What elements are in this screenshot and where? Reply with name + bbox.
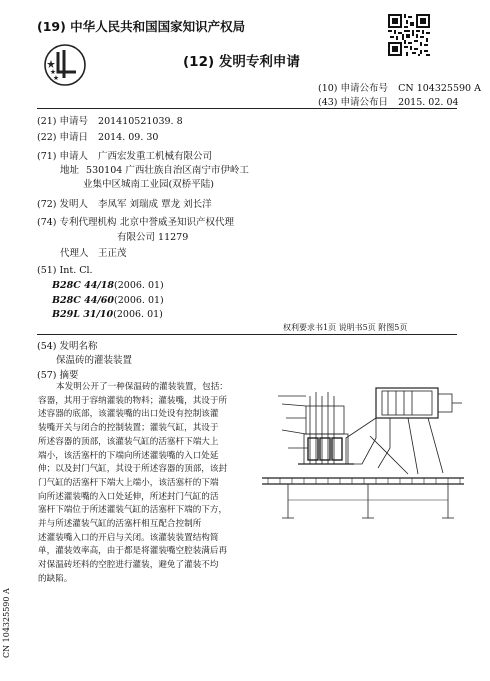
pages-info: 权利要求书1页 说明书5页 附图5页 (283, 323, 408, 332)
applicant-row (37, 148, 212, 162)
abstract-line: 单，灌装效率高，由于都是将灌装嘴空腔装满后再 (38, 546, 228, 557)
inventors-label: (72) 发明人 (37, 199, 89, 210)
abstract-line: 所述容器的顶部，该灌装气缸的活塞杆下端大上 (38, 436, 219, 447)
abstract-text (38, 381, 256, 587)
address-row (60, 162, 249, 176)
abstract-line: 述容器的底部，该灌装嘴的出口处设有控制该灌 (38, 409, 219, 420)
abstract-line: 容器，其用于容纳灌装的物料；灌装嘴，其设于所 (38, 395, 228, 406)
abstract-line: 并与所述灌装气缸的活塞杆相互配合控制所 (38, 519, 202, 530)
inventors: 李凤军 刘瑞成 覃龙 刘长洋 (98, 199, 212, 210)
abstract-drawing (258, 378, 468, 530)
agent-label: 代理人 (60, 248, 89, 259)
cnipa-logo-icon (42, 42, 88, 88)
agent-row (60, 245, 127, 259)
ipc-row (52, 280, 164, 291)
abstract-line: 装嘴开关与闭合的控制装置；灌装气缸，其设于 (38, 423, 219, 434)
publication-date: 2015. 02. 04 (398, 97, 459, 108)
application-number-label: (21) 申请号 (37, 116, 89, 127)
applicant-label: (71) 申请人 (37, 151, 89, 162)
ipc-row (52, 295, 164, 306)
abstract-line: 端小，该活塞杆的下端向所述灌装嘴的入口处延 (38, 450, 219, 461)
abstract-label: (57) 摘要 (37, 370, 79, 381)
invention-title: 保温砖的灌装装置 (56, 355, 133, 366)
applicant-name: 广西宏发重工机械有限公司 (98, 151, 213, 162)
publication-number-label: (10) 申请公布号 (318, 83, 389, 94)
header-divider (37, 108, 457, 109)
application-date-label: (22) 申请日 (37, 132, 89, 143)
publication-date-row (318, 94, 459, 108)
int-cl-label: (51) Int. Cl. (37, 265, 93, 276)
abstract-line: 的缺陷。 (38, 573, 73, 584)
abstract-line: 述灌装嘴入口的开启与关闭。该灌装装置结构简 (38, 532, 219, 543)
publication-date-label: (43) 申请公布日 (318, 97, 389, 108)
agency-label: (74) 专利代理机构 (37, 217, 117, 228)
publication-number-row (318, 80, 481, 94)
side-publication-number: CN 104325590 A (2, 588, 11, 658)
office-name: (19) 中华人民共和国国家知识产权局 (37, 19, 246, 34)
address-line-1: 530104 广西壮族自治区南宁市伊岭工 (86, 165, 249, 176)
abstract-line: 对保温砖坯料的空腔进行灌装，避免了灌装不均 (38, 560, 219, 571)
ipc-version: (2006. 01) (114, 280, 164, 291)
biblio-divider (37, 334, 457, 335)
abstract-line: 塞杆下端位于所述灌装气缸的活塞杆下端的下方， (38, 505, 228, 516)
ipc-row (52, 309, 163, 320)
application-number-row (37, 113, 183, 127)
inventors-row (37, 196, 212, 210)
qr-code-icon (388, 14, 430, 56)
agency-line-1: 北京中誉威圣知识产权代理 (120, 217, 235, 228)
application-date: 2014. 09. 30 (98, 132, 159, 143)
publication-number: CN 104325590 A (398, 83, 481, 94)
address-label: 地址 (60, 165, 80, 176)
ipc-code: B29L 31/10 (52, 309, 114, 320)
abstract-line: 本发明公开了一种保温砖的灌装装置，包括： (56, 382, 228, 392)
application-date-row (37, 129, 158, 143)
ipc-version: (2006. 01) (114, 295, 164, 306)
invention-title-label: (54) 发明名称 (37, 341, 98, 352)
application-number: 201410521039. 8 (98, 116, 183, 127)
agency-row (37, 214, 234, 228)
ipc-version: (2006. 01) (113, 309, 163, 320)
ipc-code: B28C 44/18 (52, 280, 115, 291)
agency-line-2: 有限公司 11279 (117, 232, 189, 243)
document-type: (12) 发明专利申请 (183, 54, 300, 70)
abstract-line: 伸；以及封门气缸，其设于所述容器的顶部，该封 (38, 464, 228, 475)
agent-name: 王正茂 (98, 248, 127, 259)
address-line-2: 业集中区城南工业园(双桥平陆) (83, 179, 214, 190)
abstract-line: 向所述灌装嘴的入口处延伸，所述封门气缸的活 (38, 491, 219, 502)
ipc-code: B28C 44/60 (52, 295, 115, 306)
abstract-line: 门气缸的活塞杆下端大上端小，该活塞杆的下端 (38, 477, 219, 488)
